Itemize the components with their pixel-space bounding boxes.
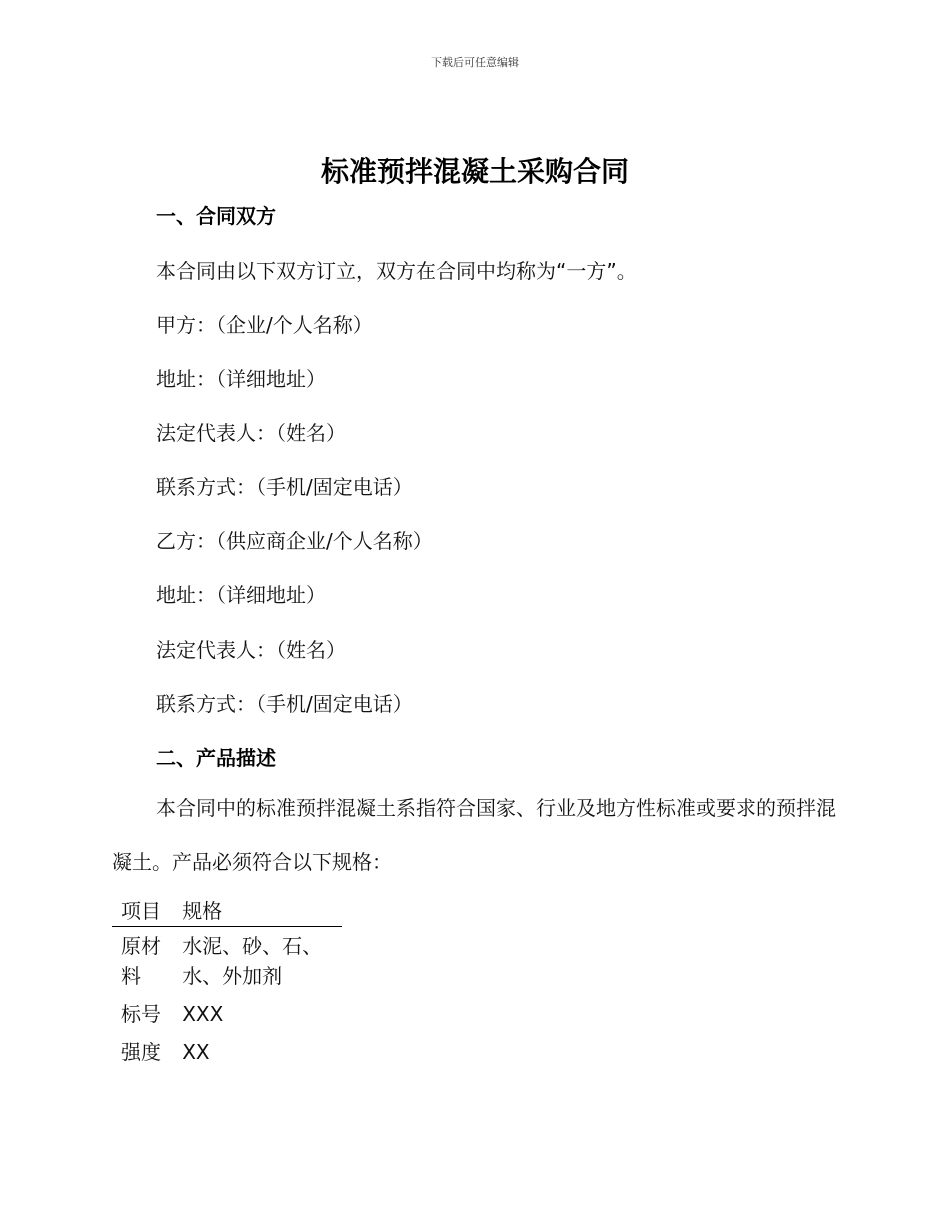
party-b-name: 乙方：（供应商企业/个人名称） [156,529,433,553]
party-a-name: 甲方：（企业/个人名称） [156,313,373,337]
header-note: 下载后可任意编辑 [431,56,519,69]
party-a-representative: 法定代表人：（姓名） [156,421,346,445]
party-a-address: 地址：（详细地址） [156,367,326,391]
spec-table [112,894,342,1071]
table-row [112,1033,342,1071]
spec-value-cell: 水泥、砂、石、水、外加剂 [182,934,323,988]
parties-intro: 本合同由以下双方订立，双方在合同中均称为“一方”。 [156,259,637,283]
product-description: 本合同中的标准预拌混凝土系指符合国家、行业及地方性标准或要求的预拌混凝土。产品必须符合以下规格： [112,796,836,874]
party-b-contact: 联系方式：（手机/固定电话） [156,692,413,716]
spec-item-cell: 强度 [121,1040,161,1064]
party-b-representative: 法定代表人：（姓名） [156,638,346,662]
spec-table-header-row [112,894,342,927]
spec-item-cell: 标号 [121,1002,161,1026]
spec-value-cell: XXX [182,1002,224,1026]
table-row [112,927,342,996]
section-heading-product: 二、产品描述 [156,746,276,770]
page-title: 标准预拌混凝土采购合同 [320,155,629,188]
spec-header-spec: 规格 [182,894,342,927]
section-heading-parties: 一、合同双方 [156,204,276,228]
spec-header-item: 项目 [112,894,182,927]
table-row [112,995,342,1033]
party-a-contact: 联系方式：（手机/固定电话） [156,475,413,499]
spec-item-cell: 原材料 [121,934,161,988]
party-b-address: 地址：（详细地址） [156,583,326,607]
spec-value-cell: XX [182,1040,210,1064]
